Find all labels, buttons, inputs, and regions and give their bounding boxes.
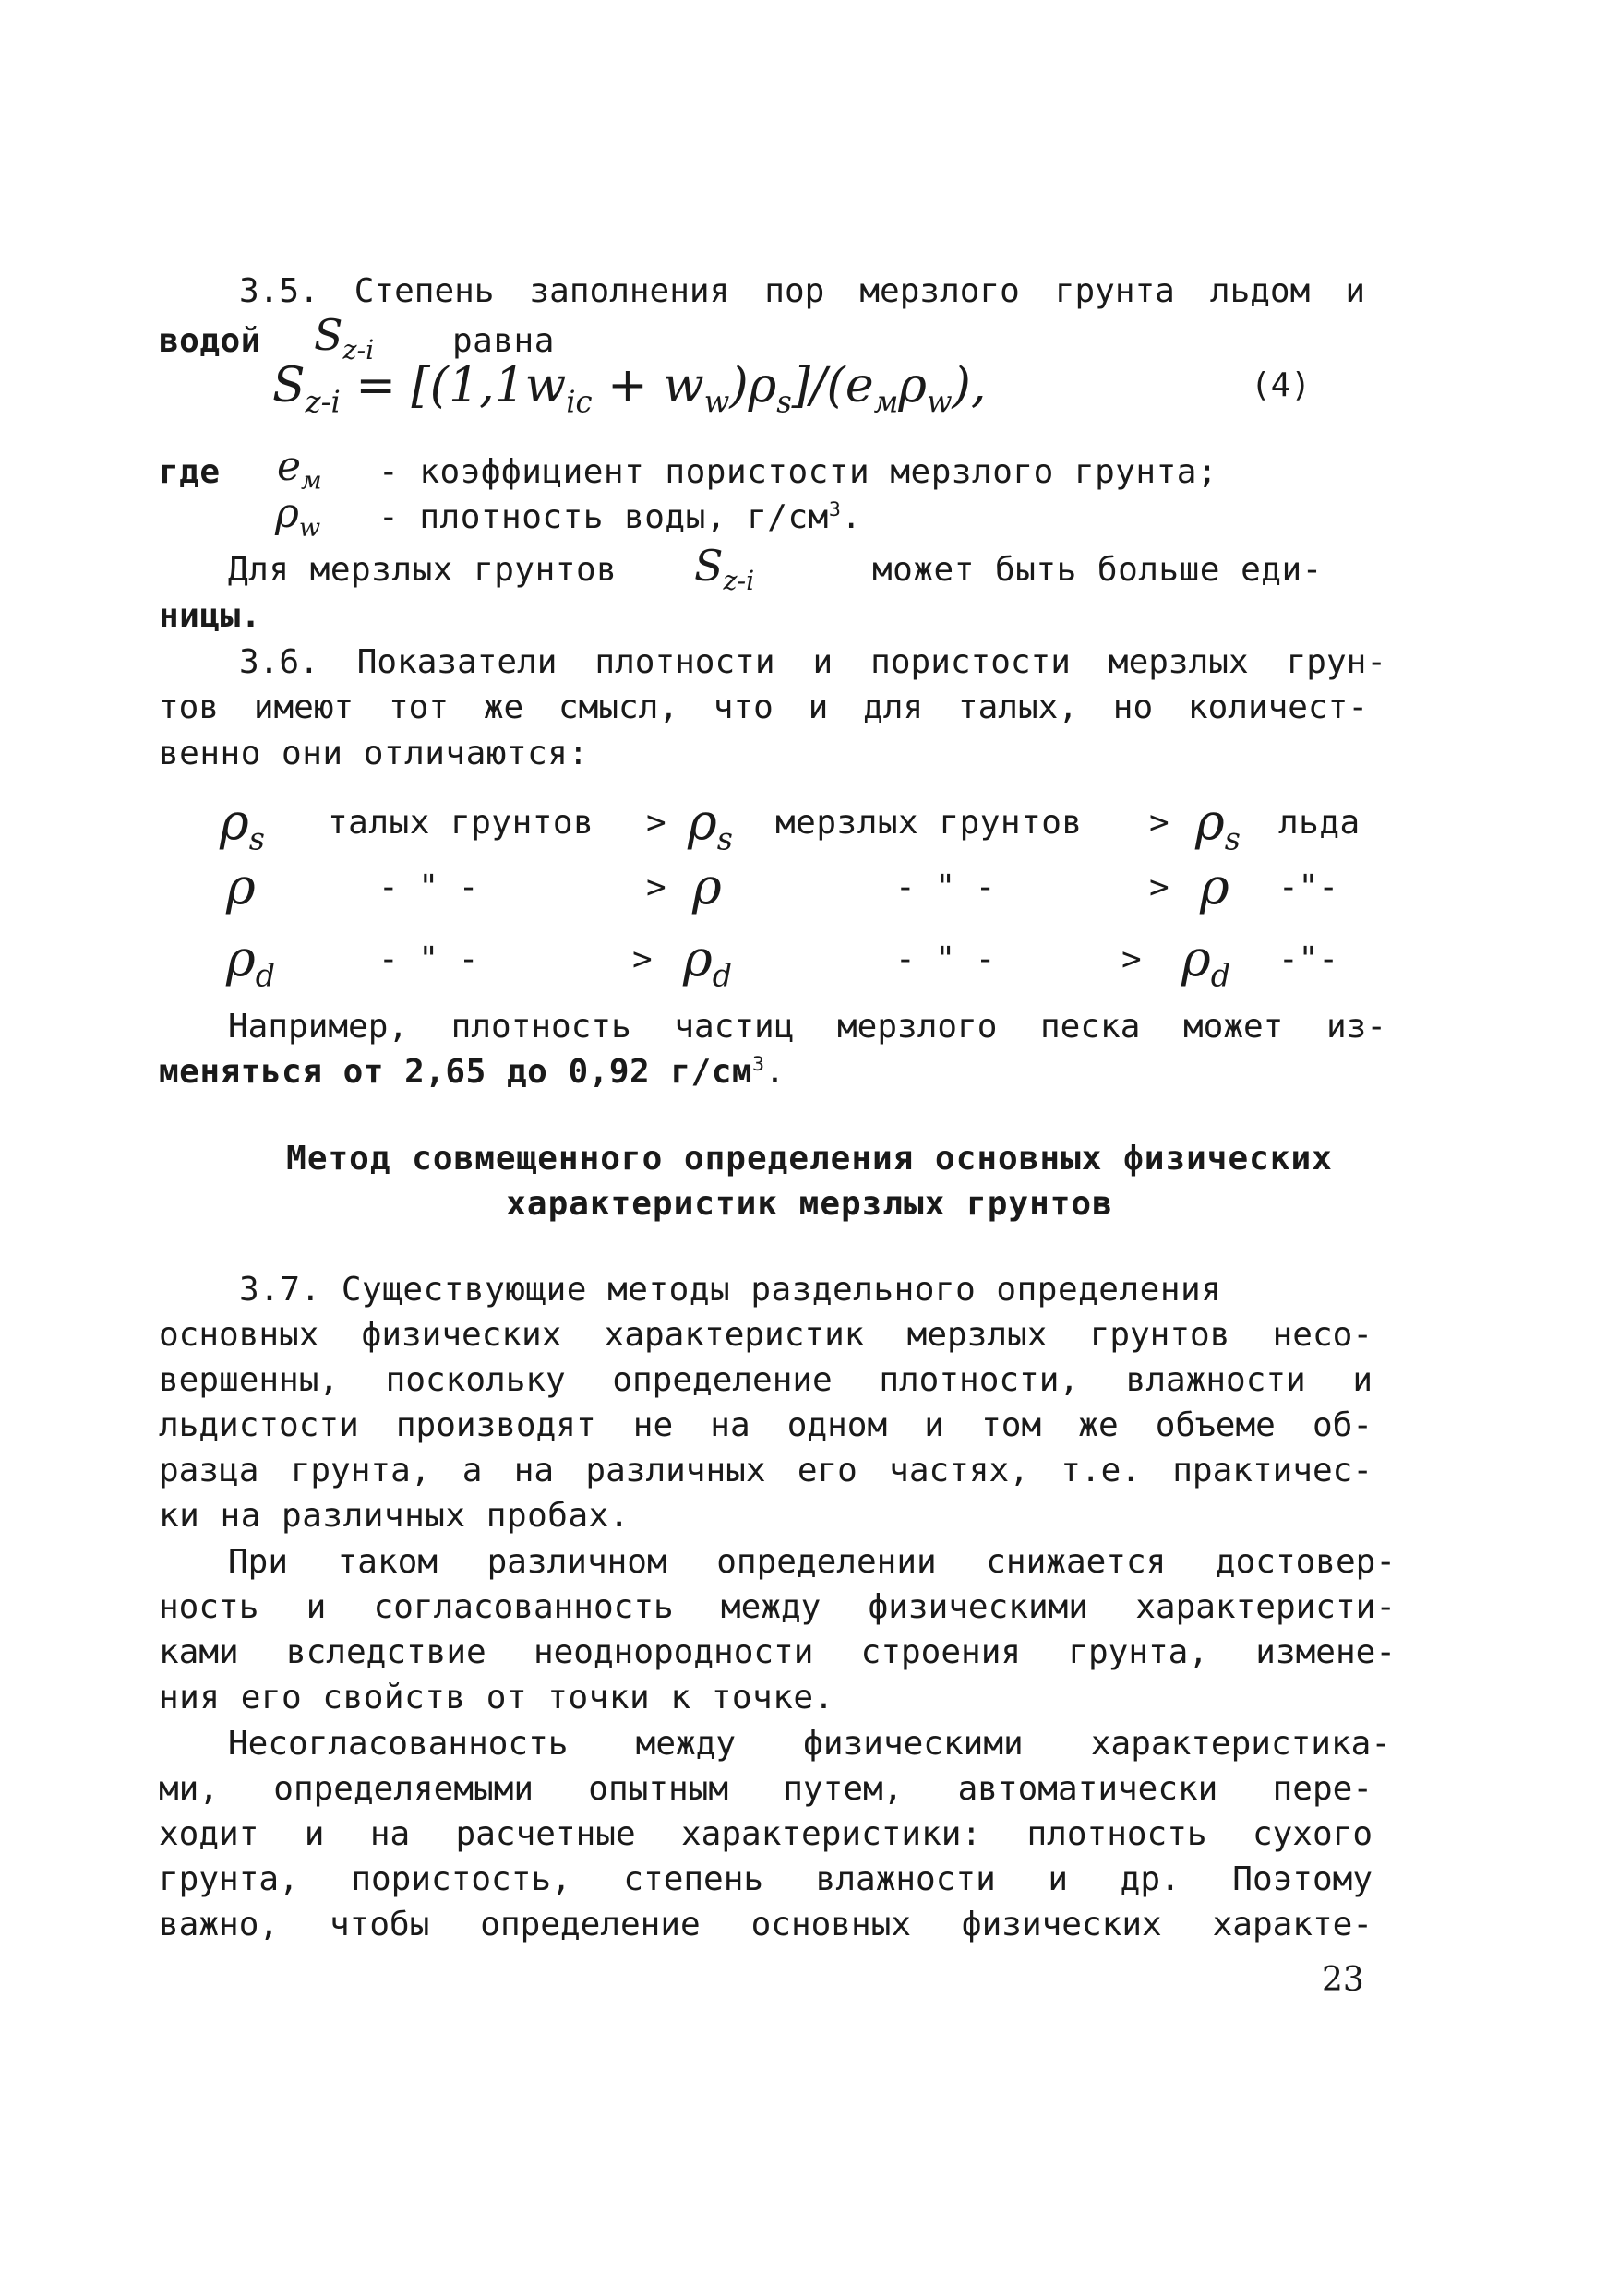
sec37-line2: основных физических характеристик мерзлых грунтов несо-: [159, 1316, 1373, 1354]
rho-frozen: ρ: [692, 857, 722, 915]
row1-gt1: >: [646, 804, 667, 842]
formula-4: $S_{z-i} = [(1,1w_{ic} + w_w)\rho_s]/(e_м\rho_w)$,: [272, 358, 987, 420]
para3-line1: Несогласованность между физическими характеристика-: [228, 1725, 1391, 1763]
rho-d-thawed: $\rho_d$: [226, 929, 276, 994]
sec37-line6: ки на различных пробах.: [159, 1497, 630, 1535]
sec35-line2-equals: равна: [452, 322, 555, 360]
sec37-line5: разца грунта, а на различных его частях, т.е. практичес-: [159, 1452, 1373, 1489]
frozen-note-line2: ницы.: [159, 597, 261, 635]
sec36-line1: 3.6. Показатели плотности и пористости мерзлых грун-: [239, 643, 1386, 681]
frozen-note-a: Для мерзлых грунтов: [228, 551, 618, 589]
example-line2: меняться от 2,65 до 0,92 $г/см^3$.: [159, 1052, 786, 1091]
section-heading-line2: характеристик мерзлых грунтов: [506, 1185, 1113, 1223]
para2-line1: При таком различном определении снижается достовер-: [228, 1543, 1396, 1581]
row2-gt1: >: [646, 868, 667, 906]
row3-gt2: >: [1121, 940, 1143, 978]
rho-s-ice: $\rho_s$: [1195, 793, 1241, 857]
para2-line4: ния его свойств от точки к точке.: [159, 1679, 834, 1716]
rho-d-frozen: $\rho_d$: [683, 929, 733, 994]
sec37-line3: вершенны, поскольку определение плотности, влажности и: [159, 1361, 1373, 1399]
para3-line5: важно, чтобы определение основных физических характе-: [159, 1906, 1373, 1943]
para2-line2: ность и согласованность между физическими характеристи-: [159, 1588, 1396, 1626]
sec36-line3: венно они отличаются:: [159, 735, 589, 772]
sec35-line1: 3.5. Степень заполнения пор мерзлого грунта льдом и: [239, 272, 1365, 310]
frozen-note-b: может быть больше еди-: [872, 551, 1323, 589]
water-density-symbol: $\rho_w$: [275, 490, 321, 543]
row3-gt1: >: [632, 940, 654, 978]
row2-ditto1: - " -: [378, 868, 479, 906]
example-line1: Например, плотность частиц мерзлого песка может из-: [228, 1008, 1386, 1046]
saturation-symbol: $S_{z-i}$: [314, 310, 375, 365]
row1-label2: мерзлых грунтов: [775, 804, 1083, 842]
where-label: где: [159, 453, 221, 491]
sec37-line1: 3.7. Существующие методы раздельного определения: [239, 1271, 1222, 1309]
rho-d-ice: $\rho_d$: [1181, 929, 1231, 994]
row2-ditto3: -"-: [1278, 868, 1339, 906]
sec36-line2: тов имеют тот же смысл, что и для талых, но количест-: [159, 688, 1368, 726]
water-density-definition: - плотность воды, $г/см^3$.: [378, 497, 862, 536]
para3-line4: грунта, пористость, степень влажности и др. Поэтому: [159, 1860, 1373, 1898]
void-ratio-symbol: $e_м$: [277, 443, 322, 496]
row2-ditto2: - " -: [895, 868, 996, 906]
equation-number: (4): [1251, 366, 1312, 404]
row2-gt2: >: [1149, 868, 1170, 906]
row1-gt2: >: [1149, 804, 1170, 842]
row3-ditto1: - " -: [378, 940, 479, 978]
page-number: 23: [1322, 1961, 1364, 1999]
section-heading-line1: Метод совмещенного определения основных физических: [286, 1140, 1333, 1178]
sec37-line4: льдистости производят не на одном и том же объеме об-: [159, 1406, 1373, 1444]
row3-ditto3: -"-: [1278, 940, 1339, 978]
row3-ditto2: - " -: [895, 940, 996, 978]
para2-line3: ками вследствие неоднородности строения грунта, измене-: [159, 1633, 1396, 1671]
para3-line2: ми, определяемыми опытным путем, автоматически пере-: [159, 1770, 1373, 1808]
row1-label3: льда: [1278, 804, 1361, 842]
frozen-note-symbol: $S_{z-i}$: [694, 541, 755, 596]
void-ratio-definition: - коэффициент пористости мерзлого грунта;: [378, 453, 1218, 491]
rho-ice: ρ: [1200, 857, 1229, 915]
rho-s-frozen: $\rho_s$: [688, 793, 733, 857]
rho-thawed: ρ: [226, 857, 256, 915]
row1-label1: талых грунтов: [328, 804, 594, 842]
sec35-line2-word: водой: [159, 322, 261, 360]
para3-line3: ходит и на расчетные характеристики: плотность сухого: [159, 1815, 1373, 1853]
rho-s-thawed: $\rho_s$: [220, 793, 265, 857]
